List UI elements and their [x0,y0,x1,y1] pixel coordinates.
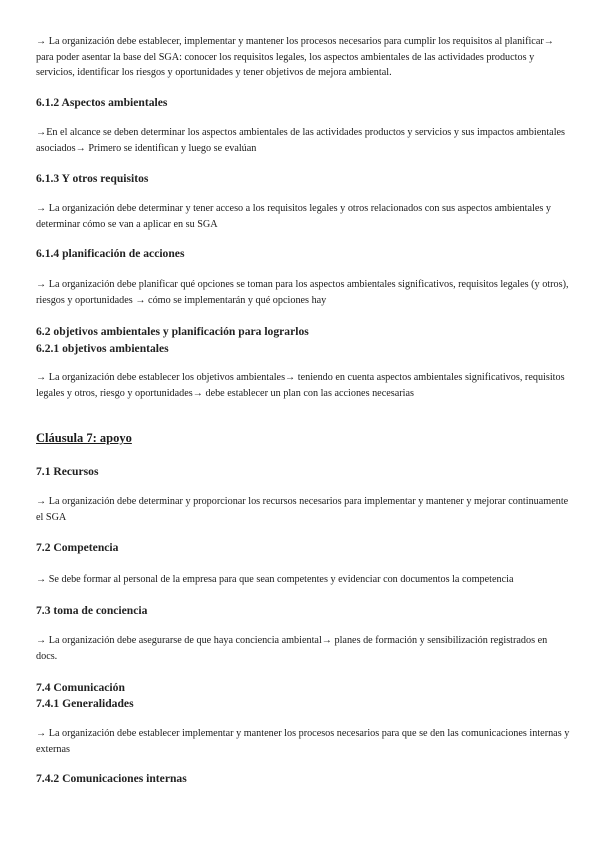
intro-paragraph: → La organización debe establecer, implementar y mantener los procesos necesarios para cumplir los requisitos al planificar→ para poder asentar la base del SGA: conocer los requisitos legales, los aspectos ambientales de las actividades productos y servicios, identificar los riesgos y oportunidades y tener objetivos de mejora ambiental. [36,36,554,78]
paragraph-6-1-2: →En el alcance se deben determinar los aspectos ambientales de las actividades productos y servicios y sus impactos ambientales asociados→ Primero se identifican y luego se evalúan [36,127,566,154]
paragraph-6-2-1: → La organización debe establecer los objetivos ambientales→ teniendo en cuenta aspectos ambientales significativos, requisitos legales y otros, riesgo y oportunidades→ debe establecer un plan con las acciones necesarias [36,372,565,399]
paragraph-7-1: → La organización debe determinar y proporcionar los recursos necesarios para implementar y mantener y mejorar continuamente el SGA [36,496,569,523]
paragraph-6-1-3: → La organización debe determinar y tener acceso a los requisitos legales y otros relacionados con sus aspectos ambientales y determinar cómo se van a aplicar en su SGA [36,203,551,230]
heading-7-4-2: 7.4.2 Comunicaciones internas [36,772,187,785]
heading-6-1-4: 6.1.4 planificación de acciones [36,247,185,260]
paragraph-7-2: → Se debe formar al personal de la empresa para que sean competentes y evidenciar con documentos la competencia [36,574,514,585]
clause-7-title: Cláusula 7: apoyo [36,431,132,445]
heading-6-1-2: 6.1.2 Aspectos ambientales [36,96,168,109]
heading-6-2-1: 6.2.1 objetivos ambientales [36,342,169,355]
heading-7-2: 7.2 Competencia [36,541,119,554]
heading-6-2: 6.2 objetivos ambientales y planificación para lograrlos [36,325,309,338]
heading-7-3: 7.3 toma de conciencia [36,604,148,617]
paragraph-6-1-4: → La organización debe planificar qué opciones se toman para los aspectos ambientales significativos, requisitos legales (y otros), riesgos y oportunidades → cómo se implementarán y qué opciones hay [36,279,569,306]
heading-7-4-1: 7.4.1 Generalidades [36,697,134,710]
heading-7-4: 7.4 Comunicación [36,681,125,694]
paragraph-7-4-1: → La organización debe establecer implementar y mantener los procesos necesarios para que se den las comunicaciones internas y externas [36,728,570,755]
paragraph-7-3: → La organización debe asegurarse de que haya conciencia ambiental→ planes de formación y sensibilización registrados en docs. [36,635,548,662]
heading-6-1-3: 6.1.3 Y otros requisitos [36,172,149,185]
heading-7-1: 7.1 Recursos [36,465,99,478]
